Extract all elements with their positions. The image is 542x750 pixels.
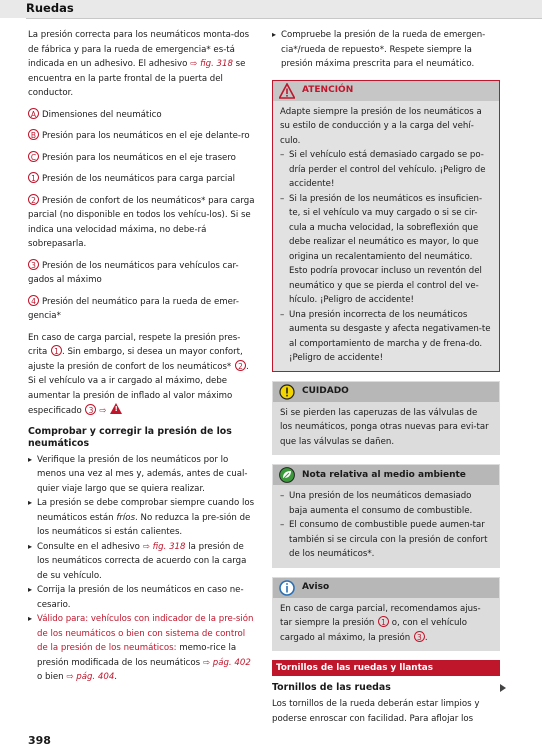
legend-text: Presión del neumático para la rueda de emer-gencia*	[28, 296, 239, 321]
legend-list	[28, 108, 256, 324]
warning-triangle-icon	[279, 83, 295, 99]
legend-text: Presión de los neumáticos para carga parcial	[42, 174, 235, 184]
attention-list	[280, 148, 492, 366]
page-link[interactable]: ⇨ pág. 404	[66, 672, 115, 682]
legend-item-3	[28, 259, 256, 288]
instruction-text: Corrija la presión de los neumáticos en caso ne-cesario.	[37, 585, 244, 610]
instruction-item	[272, 28, 500, 72]
instruction-item	[28, 583, 256, 612]
notice-body	[273, 598, 499, 646]
instruction-list-continued	[272, 28, 500, 72]
caution-body: Si se pierden las caperuzas de las válvulas de los neumáticos, ponga otras nuevas para evi-tar que las válvulas se dañen.	[280, 407, 489, 447]
leaf-icon	[279, 467, 295, 483]
instruction-item-conditional	[28, 612, 256, 685]
attention-box	[272, 80, 500, 372]
environment-item: – El consumo de combustible puede aumen-tar también si se circula con la presión de confort de los neumáticos*.	[280, 518, 492, 562]
page-number: 398	[28, 734, 51, 747]
legend-item-1	[28, 172, 256, 187]
partial-load-paragraph	[28, 331, 256, 419]
environment-box	[272, 464, 500, 568]
instruction-text: Compruebe la presión de la rueda de emergen-cia*/rueda de repuesto*. Respete siempre la presión máxima prescrita para el neumático.	[281, 30, 486, 69]
instruction-text: memo-rice la presión modificada de los neumáticos	[37, 643, 237, 668]
partial-text-1: En caso de carga parcial, respete la presión pres-crita	[28, 332, 241, 357]
exclamation-circle-icon	[279, 384, 295, 400]
inline-marker: 1	[51, 345, 62, 356]
intro-text-2: se encuentra en la parte frontal de la puerta del conductor.	[28, 59, 246, 98]
legend-text: Presión para los neumáticos en el eje trasero	[42, 152, 236, 163]
legend-marker: 4	[28, 295, 39, 306]
notice-text: .	[424, 632, 428, 643]
instruction-text: o bien	[37, 672, 67, 682]
legend-text: Presión para los neumáticos en el eje delante-ro	[42, 131, 250, 141]
legend-marker: 2	[28, 194, 39, 205]
continue-arrow-icon	[500, 684, 506, 692]
left-column	[28, 28, 256, 685]
instruction-item	[28, 453, 256, 497]
instruction-text: Verifique la presión de los neumáticos por lo menos una vez al mes y, además, antes de cual-quier viaje largo que se quiera realizar.	[37, 454, 248, 494]
legend-marker: A	[28, 108, 39, 119]
instruction-item	[28, 540, 256, 584]
figure-link[interactable]: ⇨ fig. 318	[142, 541, 186, 552]
info-icon	[279, 580, 295, 596]
notice-header	[273, 578, 499, 598]
caution-header	[273, 382, 499, 402]
environment-item: – Una presión de los neumáticos demasiado baja aumenta el consumo de combustible.	[280, 489, 492, 518]
inline-marker: 3	[85, 404, 96, 415]
legend-marker: 3	[28, 259, 39, 270]
legend-marker: C	[28, 151, 39, 162]
instruction-text: . No reduzca la pre-sión de los neumáticos si están calientes.	[37, 512, 251, 537]
instruction-text: .	[114, 672, 118, 682]
section-bar: Tornillos de las ruedas y llantas	[272, 660, 500, 676]
environment-title: Nota relativa al medio ambiente	[302, 469, 466, 480]
page-header	[0, 0, 542, 18]
partial-text-3: . Si el vehículo va a ir cargado al máximo, debe aumentar la presión de inflado al valor máximo especificado	[28, 361, 249, 416]
condition-text: Válido para: vehículos con indicador de la pre-sión de los neumáticos o bien con sistema de control de la presión de los neumáticos:	[37, 614, 254, 653]
emphasis-text: fríos	[116, 512, 136, 523]
notice-text: En caso de carga parcial, recomendamos ajus-tar siempre la presión	[280, 603, 481, 628]
page-link[interactable]: ⇨ pág. 402	[202, 657, 251, 668]
figure-link[interactable]: ⇨ fig. 318	[190, 59, 233, 69]
instruction-text: la presión de los neumáticos correcta de acuerdo con la carga de su vehículo.	[37, 541, 247, 581]
legend-marker: B	[28, 129, 39, 140]
notice-text: o, con el vehículo cargado al máximo, la presión	[280, 618, 468, 643]
environment-list	[280, 489, 492, 562]
partial-text-2: . Sin embargo, si desea un mayor confort, ajuste la presión de confort de los neumáticos*	[28, 347, 243, 372]
header-divider	[26, 18, 542, 19]
instruction-text: La presión se debe comprobar siempre cuando los neumáticos están	[37, 498, 255, 523]
environment-header	[273, 465, 499, 485]
attention-item: – Una presión incorrecta de los neumáticos aumenta su desgaste y afecta negativamen-te al comportamiento de marcha y de frena-do. ¡Peligro de accidente!	[280, 308, 492, 366]
legend-item-b	[28, 129, 256, 144]
attention-body	[273, 101, 499, 366]
instruction-list	[28, 453, 256, 685]
intro-paragraph	[28, 28, 256, 101]
legend-item-2	[28, 194, 256, 252]
caution-title: CUIDADO	[302, 386, 349, 397]
legend-text: Dimensiones del neumático	[42, 109, 162, 120]
right-column	[272, 28, 500, 733]
notice-box	[272, 577, 500, 652]
warning-triangle-icon[interactable]	[110, 403, 122, 414]
attention-intro: Adapte siempre la presión de los neumáticos a su estilo de conducción y a la carga del vehí-culo.	[280, 106, 482, 146]
instruction-text: Consulte en el adhesivo	[37, 541, 143, 552]
caution-box	[272, 381, 500, 456]
instruction-item	[28, 496, 256, 540]
attention-title: ATENCIÓN	[302, 85, 354, 96]
page-header-title: Ruedas	[26, 1, 74, 15]
intro-text-1: La presión correcta para los neumáticos monta-dos de fábrica y para la rueda de emergencia* es-tá indicada en un adhesivo. El adhesivo	[28, 30, 250, 69]
legend-item-a	[28, 108, 256, 123]
subsection-heading: Tornillos de las ruedas	[272, 682, 391, 693]
inline-marker: 1	[378, 616, 389, 627]
notice-title: Aviso	[302, 582, 330, 593]
attention-header	[273, 81, 499, 101]
legend-text: Presión de los neumáticos para vehículos car-gados al máximo	[28, 260, 239, 285]
inline-marker: 2	[235, 360, 246, 371]
attention-item: – Si el vehículo está demasiado cargado se po-dría perder el control del vehículo. ¡Peligro de accidente!	[280, 148, 492, 192]
section-heading: Comprobar y corregir la presión de los neumáticos	[28, 425, 232, 449]
body-paragraph: Los tornillos de la rueda deberán estar limpios y poderse enroscar con facilidad. Para aflojar los	[272, 699, 480, 724]
environment-body	[273, 485, 499, 562]
legend-item-4	[28, 295, 256, 324]
legend-item-c	[28, 151, 256, 166]
legend-text: Presión de confort de los neumáticos* para carga parcial (no disponible en todos los vehícu-los). Si se indica una velocidad máxima, no debe-rá sobrepasarla.	[28, 195, 255, 249]
inline-marker: 3	[414, 631, 425, 642]
warning-link-arrow[interactable]: ⇨	[96, 406, 110, 416]
attention-item: – Si la presión de los neumáticos es insuficien-te, si el vehículo va muy cargado o si se cir-cula a mucha velocidad, la sobreflexión que debe realizar el neumático es mayor, lo que origina un recalentamiento del neumático. Esto podría provocar incluso un reventón del neumático y que se pierda el control del ve-hículo. ¡Peligro de accidente!	[280, 192, 492, 308]
legend-marker: 1	[28, 172, 39, 183]
